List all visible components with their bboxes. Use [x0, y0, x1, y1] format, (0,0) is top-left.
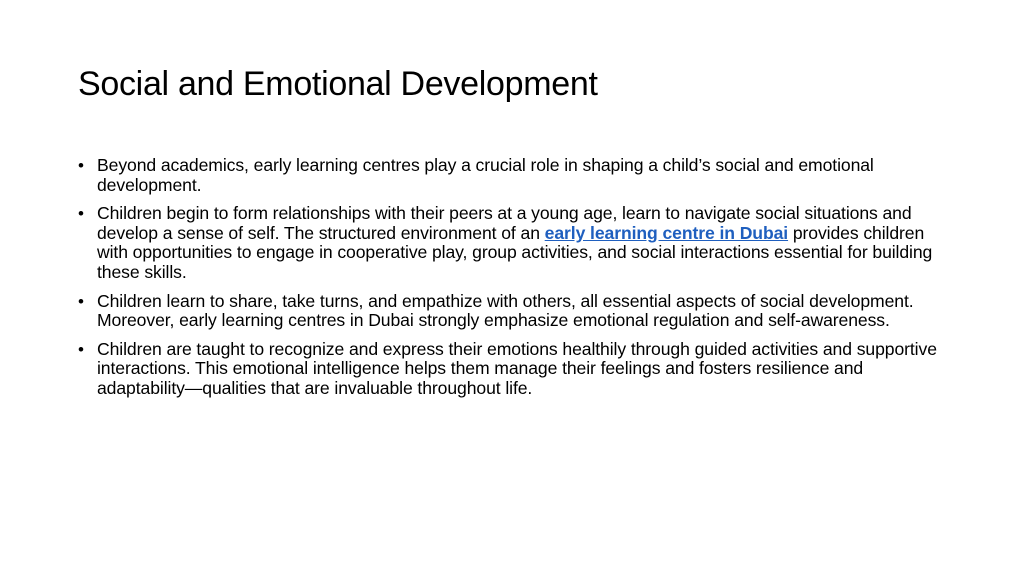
slide-title: Social and Emotional Development — [78, 65, 598, 103]
bullet-text: Beyond academics, early learning centres play a crucial role in shaping a child’s social and emotional development. — [97, 155, 874, 195]
bullet-dot-icon: • — [78, 291, 84, 311]
bullet-text-before-link: Children begin to form relationships with their peers at a young age, learn to navigate social situations and develop a sense of self. The structured environment of an — [97, 203, 912, 243]
bullet-text: Children learn to share, take turns, and empathize with others, all essential aspects of social development. Moreover, early learning centres in Dubai strongly emphasize emotional regulation and self-awareness. — [97, 290, 914, 331]
bullet-dot-icon: • — [78, 156, 84, 175]
bullet-text-after-link: provides children with opportunities to engage in cooperative play, group activities, and social interactions essential for building these skills. — [97, 222, 933, 282]
early-learning-centre-link[interactable]: early learning centre in Dubai — [544, 222, 789, 243]
bullet-dot-icon: • — [78, 339, 84, 359]
bullet-item-relationships — [78, 204, 954, 282]
bullet-item-academics — [78, 156, 954, 195]
bullet-item-sharing — [78, 292, 954, 331]
bullet-item-emotions — [78, 340, 954, 399]
bullet-list — [78, 156, 954, 408]
bullet-text: Children are taught to recognize and express their emotions healthily through guided activities and supportive interactions. This emotional intelligence helps them manage their feelings and fosters resilience and adaptability—qualities that are invaluable throughout life. — [97, 338, 937, 398]
bullet-dot-icon: • — [78, 204, 84, 224]
